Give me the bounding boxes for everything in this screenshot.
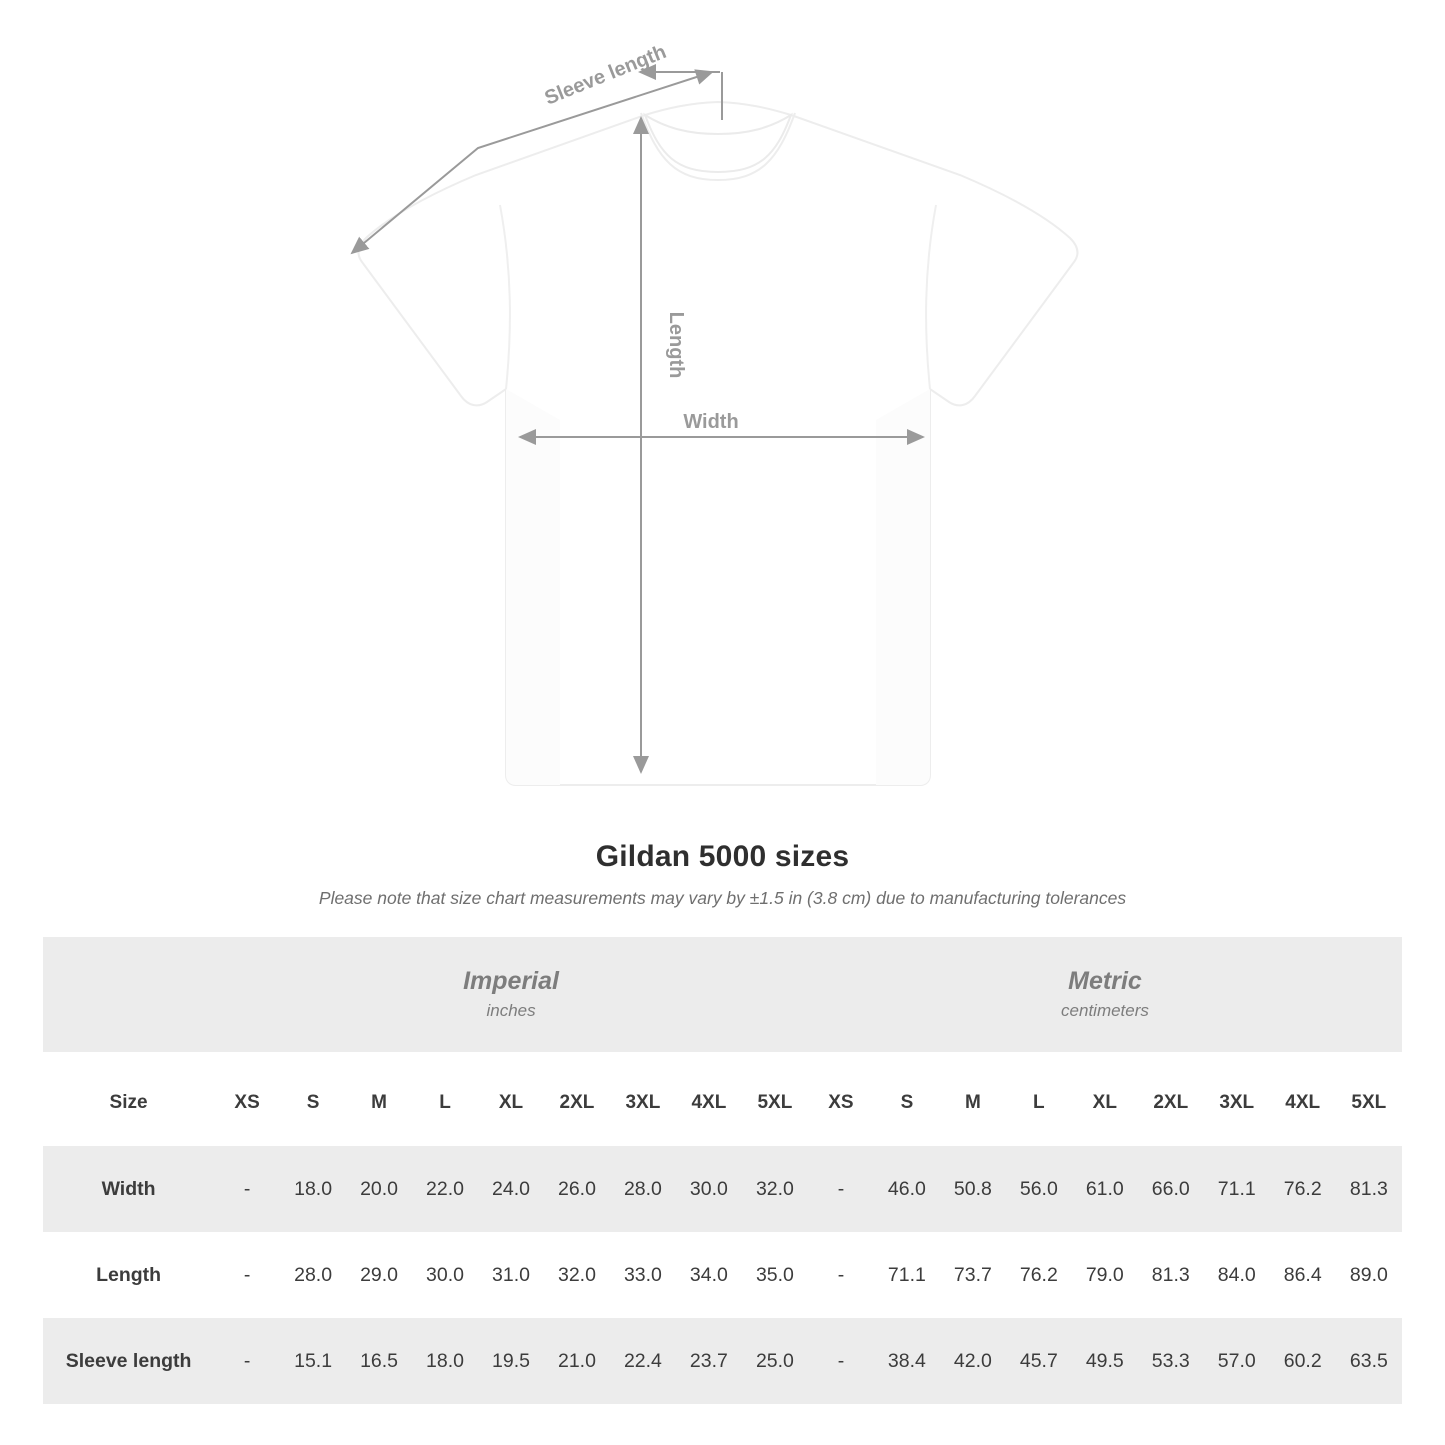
- sleeve-imperial-m: 16.5: [346, 1318, 412, 1404]
- width-metric-m: 50.8: [940, 1146, 1006, 1232]
- header-metric-3xl: 3XL: [1204, 1060, 1270, 1146]
- sleeve-imperial-2xl: 21.0: [544, 1318, 610, 1404]
- metric-sub: centimeters: [1061, 1001, 1149, 1021]
- row-label-length: Length: [43, 1232, 214, 1318]
- width-metric-5xl: 81.3: [1336, 1146, 1402, 1232]
- sleeve-metric-5xl: 63.5: [1336, 1318, 1402, 1404]
- width-metric-xl: 61.0: [1072, 1146, 1138, 1232]
- sleeve-metric-m: 42.0: [940, 1318, 1006, 1404]
- header-imperial-4xl: 4XL: [676, 1060, 742, 1146]
- table-row-sleeve-length: [43, 1318, 1402, 1404]
- length-metric-xl: 79.0: [1072, 1232, 1138, 1318]
- length-metric-2xl: 81.3: [1138, 1232, 1204, 1318]
- title-block: [0, 840, 1445, 909]
- header-metric-xl: XL: [1072, 1060, 1138, 1146]
- size-header-row: [43, 1060, 1402, 1146]
- size-table: [43, 937, 1402, 1404]
- width-metric-s: 46.0: [874, 1146, 940, 1232]
- header-metric-xs: XS: [808, 1060, 874, 1146]
- header-metric-2xl: 2XL: [1138, 1060, 1204, 1146]
- header-imperial-s: S: [280, 1060, 346, 1146]
- width-imperial-3xl: 28.0: [610, 1146, 676, 1232]
- imperial-name: Imperial: [463, 966, 559, 995]
- length-imperial-2xl: 32.0: [544, 1232, 610, 1318]
- size-table-wrapper: [43, 937, 1402, 1404]
- width-metric-2xl: 66.0: [1138, 1146, 1204, 1232]
- page-title: Gildan 5000 sizes: [595, 840, 850, 873]
- width-imperial-4xl: 30.0: [676, 1146, 742, 1232]
- sleeve-imperial-l: 18.0: [412, 1318, 478, 1404]
- sleeve-metric-l: 45.7: [1006, 1318, 1072, 1404]
- spacer-cell: [43, 1052, 1402, 1060]
- length-metric-l: 76.2: [1006, 1232, 1072, 1318]
- width-imperial-m: 20.0: [346, 1146, 412, 1232]
- sleeve-imperial-4xl: 23.7: [676, 1318, 742, 1404]
- metric-name: Metric: [1068, 966, 1142, 995]
- length-metric-3xl: 84.0: [1204, 1232, 1270, 1318]
- width-imperial-l: 22.0: [412, 1146, 478, 1232]
- tolerance-note: Please note that size chart measurements may vary by ±1.5 in (3.8 cm) due to manufacturing tolerances: [318, 888, 1127, 908]
- width-imperial-s: 18.0: [280, 1146, 346, 1232]
- table-row-length: [43, 1232, 1402, 1318]
- length-metric-m: 73.7: [940, 1232, 1006, 1318]
- header-metric-5xl: 5XL: [1336, 1060, 1402, 1146]
- header-metric-l: L: [1006, 1060, 1072, 1146]
- header-imperial-5xl: 5XL: [742, 1060, 808, 1146]
- sleeve-imperial-3xl: 22.4: [610, 1318, 676, 1404]
- unit-header-metric: [808, 937, 1402, 1052]
- length-label: Length: [665, 311, 687, 379]
- width-metric-3xl: 71.1: [1204, 1146, 1270, 1232]
- header-imperial-3xl: 3XL: [610, 1060, 676, 1146]
- header-metric-s: S: [874, 1060, 940, 1146]
- width-metric-4xl: 76.2: [1270, 1146, 1336, 1232]
- length-metric-xs: -: [808, 1232, 874, 1318]
- header-metric-m: M: [940, 1060, 1006, 1146]
- width-imperial-5xl: 32.0: [742, 1146, 808, 1232]
- header-metric-4xl: 4XL: [1270, 1060, 1336, 1146]
- length-imperial-m: 29.0: [346, 1232, 412, 1318]
- length-metric-5xl: 89.0: [1336, 1232, 1402, 1318]
- width-label: Width: [683, 411, 739, 433]
- spacer-row: [43, 1052, 1402, 1060]
- sleeve-imperial-s: 15.1: [280, 1318, 346, 1404]
- length-metric-4xl: 86.4: [1270, 1232, 1336, 1318]
- sleeve-metric-xl: 49.5: [1072, 1318, 1138, 1404]
- sleeve-metric-3xl: 57.0: [1204, 1318, 1270, 1404]
- width-imperial-2xl: 26.0: [544, 1146, 610, 1232]
- imperial-sub: inches: [486, 1001, 536, 1021]
- header-imperial-l: L: [412, 1060, 478, 1146]
- header-imperial-2xl: 2XL: [544, 1060, 610, 1146]
- width-imperial-xs: -: [214, 1146, 280, 1232]
- sleeve-metric-xs: -: [808, 1318, 874, 1404]
- width-metric-xs: -: [808, 1146, 874, 1232]
- row-label-sleeve-length: Sleeve length: [43, 1318, 214, 1404]
- sleeve-imperial-5xl: 25.0: [742, 1318, 808, 1404]
- sleeve-imperial-xl: 19.5: [478, 1318, 544, 1404]
- length-imperial-xs: -: [214, 1232, 280, 1318]
- length-imperial-4xl: 34.0: [676, 1232, 742, 1318]
- header-imperial-m: M: [346, 1060, 412, 1146]
- unit-header-imperial: [214, 937, 808, 1052]
- length-imperial-5xl: 35.0: [742, 1232, 808, 1318]
- table-row-width: [43, 1146, 1402, 1232]
- tshirt-shape: [359, 102, 1078, 785]
- unit-header-row: [43, 937, 1402, 1052]
- sleeve-metric-s: 38.4: [874, 1318, 940, 1404]
- header-size: Size: [43, 1060, 214, 1146]
- header-imperial-xs: XS: [214, 1060, 280, 1146]
- width-metric-l: 56.0: [1006, 1146, 1072, 1232]
- unit-header-spacer: [43, 937, 214, 1052]
- sleeve-length-label: Sleeve length: [541, 40, 670, 110]
- sleeve-metric-2xl: 53.3: [1138, 1318, 1204, 1404]
- length-imperial-xl: 31.0: [478, 1232, 544, 1318]
- length-imperial-s: 28.0: [280, 1232, 346, 1318]
- length-metric-s: 71.1: [874, 1232, 940, 1318]
- header-imperial-xl: XL: [478, 1060, 544, 1146]
- width-imperial-xl: 24.0: [478, 1146, 544, 1232]
- sleeve-metric-4xl: 60.2: [1270, 1318, 1336, 1404]
- length-imperial-l: 30.0: [412, 1232, 478, 1318]
- length-imperial-3xl: 33.0: [610, 1232, 676, 1318]
- row-label-width: Width: [43, 1146, 214, 1232]
- sleeve-imperial-xs: -: [214, 1318, 280, 1404]
